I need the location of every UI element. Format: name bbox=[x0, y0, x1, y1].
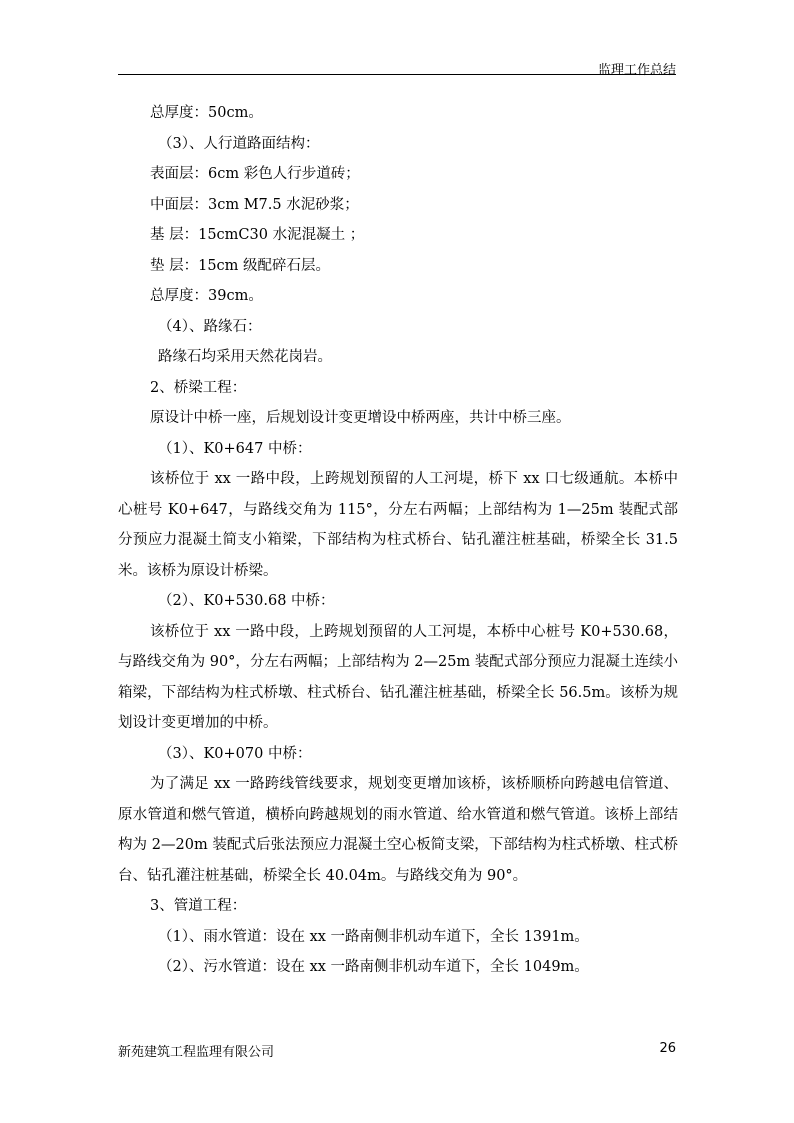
section-heading: （1）、K0+647 中桥： bbox=[158, 440, 312, 457]
header-divider bbox=[118, 74, 676, 75]
paragraph: 该桥位于 xx 一路中段，上跨规划预留的人工河堤，本桥中心桩号 K0+530.68，与路线交角为 90°，分左右两幅；上部结构为 2—25m 装配式部分预应力混凝土连续小箱梁，下部结构为柱式桥墩、柱式桥台、钻孔灌注桩基础，桥梁全长 56.5m。该桥为规划设计变更增加的中桥。 bbox=[118, 623, 678, 731]
text-line: 路缘石均采用天然花岗岩。 bbox=[158, 349, 332, 365]
section-heading: 3、管道工程： bbox=[150, 898, 247, 914]
section-heading: 2、桥梁工程： bbox=[150, 379, 247, 396]
footer-company: 新苑建筑工程监理有限公司 bbox=[118, 1045, 275, 1060]
header-title: 监理工作总结 bbox=[597, 63, 676, 78]
page-number: 26 bbox=[659, 1041, 676, 1056]
text-line: 垫 层：15cm 级配碎石层。 bbox=[150, 257, 331, 274]
section-heading: （3）、K0+070 中桥： bbox=[158, 745, 312, 762]
text-line: （2）、污水管道：设在 xx 一路南侧非机动车道下，全长 1049m。 bbox=[158, 959, 589, 975]
text-line: 原设计中桥一座，后规划设计变更增设中桥两座，共计中桥三座。 bbox=[150, 410, 571, 426]
text-line: 表面层：6cm 彩色人行步道砖； bbox=[150, 166, 360, 182]
paragraph: 该桥位于 xx 一路中段，上跨规划预留的人工河堤，桥下 xx 口七级通航。本桥中心桩号 K0+647，与路线交角为 115°，分左右两幅；上部结构为 1—25m 装配式部分预应力混凝土简支小箱梁，下部结构为柱式桥台、钻孔灌注桩基础，桥梁全长 31.5 米。该桥为原设计桥梁。 bbox=[118, 471, 678, 579]
paragraph: 为了满足 xx 一路跨线管线要求，规划变更增加该桥，该桥顺桥向跨越电信管道、原水管道和燃气管道，横桥向跨越规划的雨水管道、给水管道和燃气管道。该桥上部结构为 2—20m 装配式后张法预应力混凝土空心板简支梁，下部结构为柱式桥墩、柱式桥台、钻孔灌注桩基础，桥梁全长 40.04m。与路线交角为 90°。 bbox=[118, 776, 678, 884]
text-line: 基 层：15cmC30 水泥混凝土 ； bbox=[150, 227, 365, 243]
section-heading: （2）、K0+530.68 中桥： bbox=[158, 593, 335, 609]
text-line: （1）、雨水管道：设在 xx 一路南侧非机动车道下，全长 1391m。 bbox=[158, 928, 589, 945]
text-line: 总厚度：50cm。 bbox=[150, 105, 263, 121]
section-heading: （3）、人行道路面结构： bbox=[158, 135, 320, 152]
document-body bbox=[118, 98, 678, 983]
text-line: 中面层：3cm M7.5 水泥砂浆； bbox=[150, 196, 359, 213]
text-line: 总厚度：39cm。 bbox=[150, 288, 263, 304]
section-heading: （4）、路缘石： bbox=[158, 318, 262, 335]
